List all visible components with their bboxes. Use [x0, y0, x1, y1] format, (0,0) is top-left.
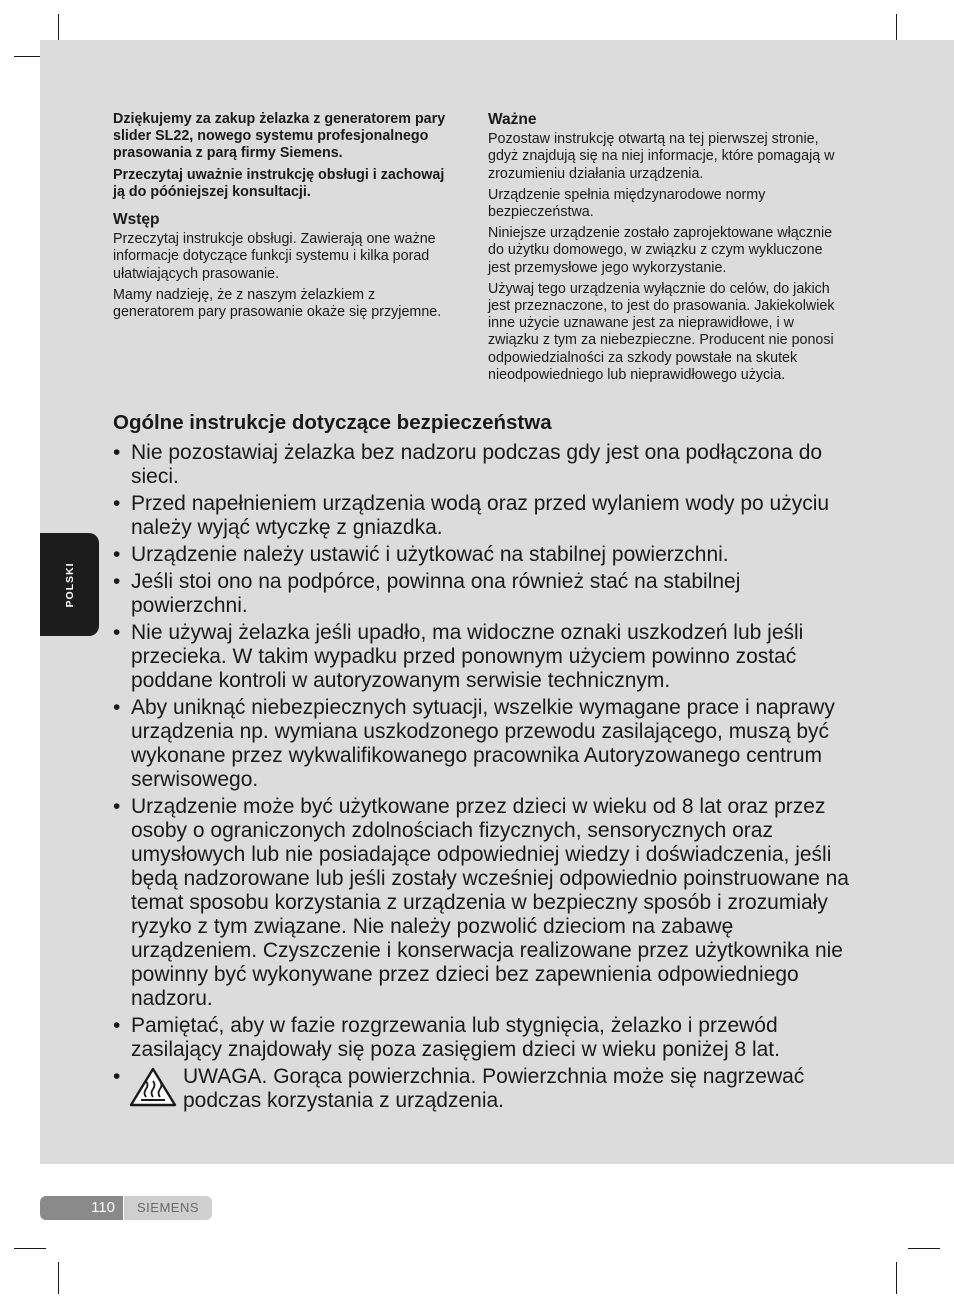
crop-mark: [896, 1262, 897, 1294]
warning-item: [113, 1065, 858, 1113]
list-item-text: Urządzenie może być użytkowane przez dzieci w wieku od 8 lat oraz przez osoby o ograniczonych zdolnościach fizycznych, sensorycznych oraz umysłowych lub nie posiadające odpowiedniej wiedzy i doświadczenia, jeśli będą nadzorowane lub jeśli zostały wcześniej odpowiednio poinstruowane na temat sposobu korzystania z urządzenia w bezpieczny sposób i zrozumiały ryzyko z tym związane. Nie należy pozwolić dzieciom na zabawę urządzeniem. Czyszczenie i konserwacja realizowane przez użytkownika nie powinny być wykonywane przez dzieci bez zapewnienia odpowiedniego nadzoru.: [131, 795, 849, 1010]
crop-mark: [14, 1248, 46, 1249]
bullet-marker: •: [113, 1014, 121, 1037]
introduction-paragraph: Przeczytaj instrukcje obsługi. Zawierają one ważne informacje dotyczące funkcji systemu i kilka porad ułatwiających prasowanie.: [113, 231, 436, 282]
bullet-marker: •: [113, 795, 121, 818]
crop-mark: [58, 1262, 59, 1294]
list-item-text: Jeśli stoi ono na podpórce, powinna ona również stać na stabilnej powierzchni.: [131, 570, 741, 617]
important-paragraph: Pozostaw instrukcję otwartą na tej pierwszej stronie, gdyż znajdują się na niej informacje, które pomagają w zrozumieniu działania urządzenia.: [488, 131, 835, 182]
safety-list: [113, 441, 858, 1116]
language-tab: [40, 533, 99, 636]
bullet-marker: •: [113, 696, 121, 719]
bullet-marker: •: [113, 621, 121, 644]
list-item: [113, 1014, 858, 1062]
list-item-text: Przed napełnieniem urządzenia wodą oraz przed wylaniem wody po użyciu należy wyjąć wtyczkę z gniazdka.: [131, 492, 830, 539]
page-number: 110: [40, 1196, 123, 1220]
right-column: [488, 111, 848, 388]
introduction-paragraph: Mamy nadzieję, że z naszym żelazkiem z generatorem pary prasowanie okaże się przyjemne.: [113, 286, 442, 321]
important-paragraph: Niniejsze urządzenie zostało zaprojektowane włącznie do użytku domowego, w związku z czym wykluczone jest przemysłowe jego wykorzystanie.: [488, 225, 833, 276]
list-item: [113, 570, 858, 618]
crop-mark: [908, 1248, 940, 1249]
language-tab-label: POLSKI: [63, 561, 76, 608]
important-paragraph: Urządzenie spełnia międzynarodowe normy bezpieczeństwa.: [488, 186, 766, 221]
list-item-text: Nie pozostawiaj żelazka bez nadzoru podczas gdy jest ona podłączona do sieci.: [131, 441, 823, 488]
list-item-text: Pamiętać, aby w fazie rozgrzewania lub stygnięcia, żelazko i przewód zasilający znajdowały się poza zasięgiem dzieci w wieku poniżej 8 lat.: [131, 1014, 780, 1061]
important-paragraph: Używaj tego urządzenia wyłącznie do celów, do jakich jest przeznaczone, to jest do prasowania. Jakiekolwiek inne użycie uznawane jest za nieprawidłowe, i w związku z tym za niebezpieczne. Producent nie ponosi odpowiedzialności za szkody powstałe na skutek nieodpowiedniego lub nieprawidłowego użycia.: [488, 280, 835, 383]
safety-title: Ogólne instrukcje dotyczące bezpieczeństwa: [113, 411, 552, 434]
important-heading: Ważne: [488, 111, 537, 128]
list-item: [113, 621, 858, 693]
list-item-text: Nie używaj żelazka jeśli upadło, ma widoczne oznaki uszkodzeń lub jeśli przecieka. W takim wypadku przed ponownym użyciem powinno zostać poddane kontroli w autoryzowanym serwisie technicznym.: [131, 621, 804, 692]
bullet-marker: •: [113, 570, 121, 593]
intro-read-carefully: Przeczytaj uważnie instrukcję obsługi i zachowaj ją do póóniejszej konsultacji.: [113, 166, 445, 200]
list-item: [113, 795, 858, 1011]
list-item-text: Aby uniknąć niebezpiecznych sytuacji, wszelkie wymagane prace i naprawy urządzenia np. wymiana uszkodzonego przewodu zasilającego, muszą być wykonane przez wykwalifikowanego pracownika Autoryzowanego centrum serwisowego.: [131, 696, 835, 791]
bullet-marker: •: [113, 1065, 121, 1088]
left-column: [113, 111, 458, 325]
intro-thanks: Dziękujemy za zakup żelazka z generatorem pary slider SL22, nowego systemu profesjonalnego prasowania z parą firmy Siemens.: [113, 111, 446, 162]
introduction-heading: Wstęp: [113, 211, 160, 229]
bullet-marker: •: [113, 543, 121, 566]
bullet-marker: •: [113, 492, 121, 515]
bullet-marker: •: [113, 441, 121, 464]
list-item: [113, 543, 858, 567]
list-item-text: Urządzenie należy ustawić i użytkować na stabilnej powierzchni.: [131, 543, 729, 566]
hot-surface-warning-icon: [129, 1067, 177, 1107]
list-item: [113, 696, 858, 792]
list-item: [113, 441, 858, 489]
warning-text: UWAGA. Gorąca powierzchnia. Powierzchnia może się nagrzewać podczas korzystania z urządzenia.: [183, 1065, 805, 1112]
brand-label: SIEMENS: [124, 1196, 212, 1220]
list-item: [113, 492, 858, 540]
